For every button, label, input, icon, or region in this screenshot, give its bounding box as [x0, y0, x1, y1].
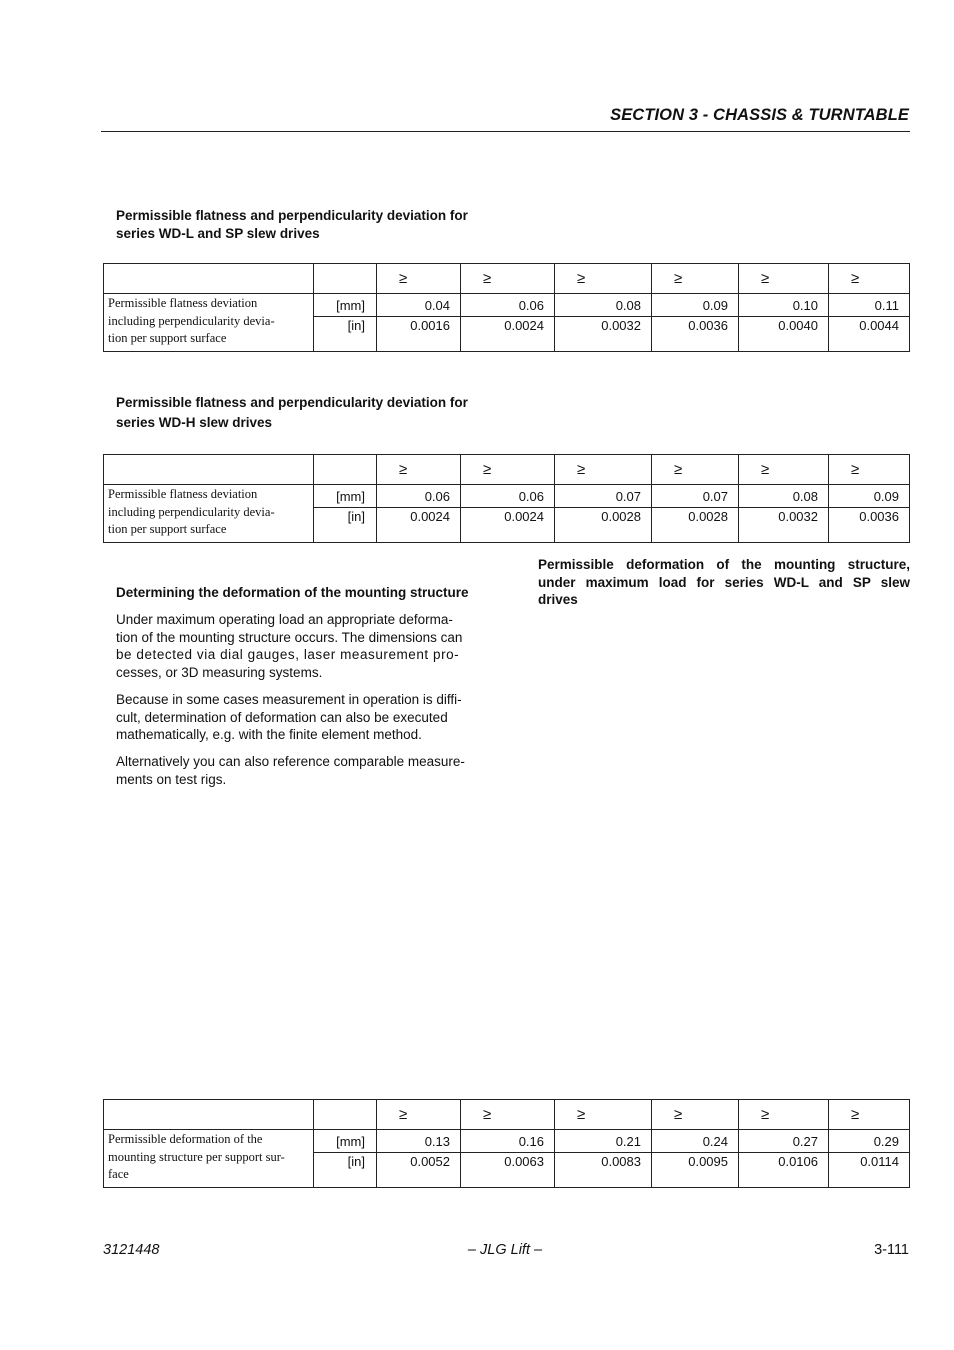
table2-in-1: 0.0024 [377, 508, 461, 543]
deformation-paragraph-3 [116, 753, 489, 788]
table2-mm-4: 0.07 [652, 485, 739, 508]
table1-desc-line2: including perpendicularity devia- [108, 313, 275, 328]
table1-mm-3: 0.08 [555, 294, 652, 317]
table3-geq-3: ≥ [555, 1100, 652, 1130]
table3-in-3: 0.0083 [555, 1153, 652, 1188]
table2-geq-5: ≥ [739, 455, 829, 485]
deformation-paragraph-1 [116, 611, 489, 681]
table3-geq-4: ≥ [652, 1100, 739, 1130]
para3-line1: Alternatively you can also reference comparable measure- [116, 754, 465, 769]
table1-in-6: 0.0044 [829, 317, 910, 352]
para2-line1: Because in some cases measurement in operation is diffi- [116, 692, 462, 707]
table3-geq-5: ≥ [739, 1100, 829, 1130]
right-column-heading [538, 556, 910, 609]
table1-unit-in: [in] [314, 317, 377, 352]
table1-in-2: 0.0024 [461, 317, 555, 352]
table3-header-blank [104, 1100, 314, 1130]
table2-desc-line3: tion per support surface [108, 522, 227, 536]
table3-geq-2: ≥ [461, 1100, 555, 1130]
table2-in-2: 0.0024 [461, 508, 555, 543]
table3-mm-5: 0.27 [739, 1130, 829, 1153]
table2-heading-line2: series WD-H slew drives [116, 415, 273, 430]
table2-mm-3: 0.07 [555, 485, 652, 508]
table3-desc-line3: face [108, 1167, 129, 1181]
table2-in-5: 0.0032 [739, 508, 829, 543]
table1-mm-4: 0.09 [652, 294, 739, 317]
table2-heading [116, 393, 468, 433]
table3-in-2: 0.0063 [461, 1153, 555, 1188]
table2-geq-1: ≥ [377, 455, 461, 485]
table1-mm-2: 0.06 [461, 294, 555, 317]
footer-center: – JLG Lift – [467, 1242, 543, 1258]
table1-mm-1: 0.04 [377, 294, 461, 317]
table3-geq-1: ≥ [377, 1100, 461, 1130]
table3-mm-1: 0.13 [377, 1130, 461, 1153]
table1-mm-5: 0.10 [739, 294, 829, 317]
table1-mm-6: 0.11 [829, 294, 910, 317]
table2-heading-line1: Permissible flatness and perpendicularity deviation for [116, 395, 468, 410]
table1-description [104, 294, 314, 352]
table2-desc-line1: Permissible flatness deviation [108, 487, 258, 501]
table3-description [104, 1130, 314, 1188]
table2-mm-5: 0.08 [739, 485, 829, 508]
table1-geq-4: ≥ [652, 264, 739, 294]
table1-in-4: 0.0036 [652, 317, 739, 352]
table3-header-unit [314, 1100, 377, 1130]
table2-in-3: 0.0028 [555, 508, 652, 543]
table2-mm-6: 0.09 [829, 485, 910, 508]
table1-desc-line1: Permissible flatness deviation [108, 296, 258, 310]
table3-mm-6: 0.29 [829, 1130, 910, 1153]
para2-line2: cult, determination of deformation can also be executed [116, 709, 448, 725]
para1-line4: cesses, or 3D measuring systems. [116, 664, 323, 680]
para1-line2: tion of the mounting structure occurs. The dimensions can [116, 629, 463, 645]
table1-geq-2: ≥ [461, 264, 555, 294]
table3-unit-in: [in] [314, 1153, 377, 1188]
table3 [103, 1099, 910, 1188]
table1-heading-line2: series WD-L and SP slew drives [116, 225, 320, 241]
table3-unit-mm: [mm] [314, 1130, 377, 1153]
header-rule [101, 131, 910, 132]
table2-in-4: 0.0028 [652, 508, 739, 543]
right-heading-line2: under maximum load for series WD-L and SP slew [538, 574, 910, 590]
table1-geq-5: ≥ [739, 264, 829, 294]
table1-in-3: 0.0032 [555, 317, 652, 352]
table1-unit-mm: [mm] [314, 294, 377, 317]
deformation-heading: Determining the deformation of the mounting structure [116, 585, 469, 600]
table3-mm-4: 0.24 [652, 1130, 739, 1153]
section-title: SECTION 3 - CHASSIS & TURNTABLE [610, 106, 909, 124]
table2-geq-6: ≥ [829, 455, 910, 485]
table2 [103, 454, 910, 543]
table1 [103, 263, 910, 352]
table2-in-6: 0.0036 [829, 508, 910, 543]
table3-in-6: 0.0114 [829, 1153, 910, 1188]
table1-in-5: 0.0040 [739, 317, 829, 352]
table2-geq-4: ≥ [652, 455, 739, 485]
table2-unit-in: [in] [314, 508, 377, 543]
table3-in-4: 0.0095 [652, 1153, 739, 1188]
table3-desc-line2: mounting structure per support sur- [108, 1149, 285, 1164]
table2-header-blank [104, 455, 314, 485]
table3-mm-3: 0.21 [555, 1130, 652, 1153]
table1-in-1: 0.0016 [377, 317, 461, 352]
table2-description [104, 485, 314, 543]
table2-mm-2: 0.06 [461, 485, 555, 508]
table1-header-unit [314, 264, 377, 294]
table2-header-unit [314, 455, 377, 485]
right-heading-line3: drives [538, 592, 578, 607]
para1-line3: be detected via dial gauges, laser measurement pro- [116, 647, 460, 662]
para1-line1: Under maximum operating load an appropriate deforma- [116, 612, 453, 627]
right-heading-line1: Permissible deformation of the mounting structure, [538, 557, 910, 572]
table2-mm-1: 0.06 [377, 485, 461, 508]
para2-line3: mathematically, e.g. with the finite element method. [116, 727, 422, 742]
table2-geq-3: ≥ [555, 455, 652, 485]
table3-geq-6: ≥ [829, 1100, 910, 1130]
table2-geq-2: ≥ [461, 455, 555, 485]
footer-page-number: 3-111 [874, 1242, 909, 1258]
table3-in-5: 0.0106 [739, 1153, 829, 1188]
table3-desc-line1: Permissible deformation of the [108, 1132, 263, 1146]
table1-desc-line3: tion per support surface [108, 331, 227, 345]
table1-heading-line1: Permissible flatness and perpendicularity deviation for [116, 208, 468, 223]
table2-desc-line2: including perpendicularity devia- [108, 504, 275, 519]
table3-mm-2: 0.16 [461, 1130, 555, 1153]
footer-doc-number: 3121448 [103, 1242, 160, 1258]
table1-geq-6: ≥ [829, 264, 910, 294]
table3-in-1: 0.0052 [377, 1153, 461, 1188]
deformation-paragraph-2 [116, 691, 489, 744]
para3-line2: ments on test rigs. [116, 771, 227, 787]
table1-heading [116, 207, 468, 242]
table1-geq-1: ≥ [377, 264, 461, 294]
table2-unit-mm: [mm] [314, 485, 377, 508]
table1-geq-3: ≥ [555, 264, 652, 294]
table1-header-blank [104, 264, 314, 294]
